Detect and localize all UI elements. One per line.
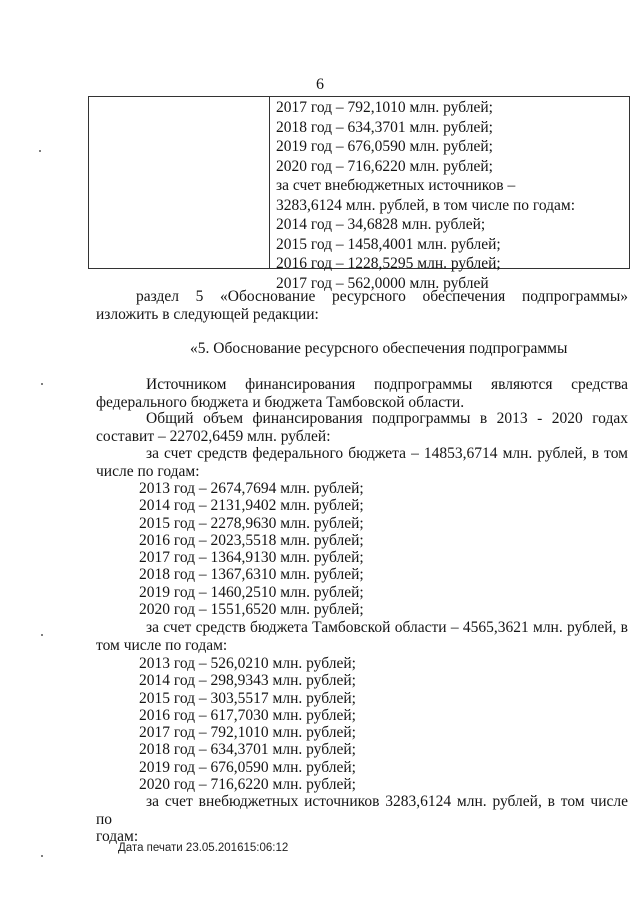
print-date-footer: Дата печати 23.05.201615:06:12 — [118, 842, 289, 854]
extrabudget-line-1: за счет внебюджетных источников 3283,6124 млн. рублей, в том числе по — [96, 793, 628, 828]
scan-speck — [39, 150, 41, 152]
list-item: 2013 год – 526,0210 млн. рублей; — [139, 655, 356, 672]
total-paragraph — [96, 410, 628, 445]
table-line: 2019 год – 676,0590 млн. рублей; — [276, 138, 493, 155]
list-item: 2015 год – 303,5517 млн. рублей; — [139, 689, 356, 707]
list-item: 2016 год – 2023,5518 млн. рублей; — [139, 531, 364, 549]
table-line: 2014 год – 34,6828 млн. рублей; — [276, 216, 486, 233]
table-line: за счет внебюджетных источников – — [276, 177, 516, 194]
list-item: 2014 год – 2131,9402 млн. рублей; — [139, 497, 364, 515]
regional-line-1: за счет средств бюджета Тамбовской области – 4565,3621 млн. рублей, в — [146, 619, 628, 636]
extrabudget-line-2: годам: — [96, 828, 139, 845]
list-item: 2014 год – 298,9343 млн. рублей; — [139, 672, 356, 690]
list-item: 2019 год – 1460,2510 млн. рублей; — [139, 583, 364, 601]
table-line: 2017 год – 562,0000 млн. рублей — [276, 274, 489, 292]
table-line: 2017 год – 792,1010 млн. рублей; — [276, 99, 493, 116]
federal-line-2: числе по годам: — [96, 462, 200, 480]
regional-years-list — [139, 655, 356, 793]
federal-years-list — [139, 480, 364, 618]
intro-line-1: раздел 5 «Обоснование ресурсного обеспечения подпрограммы» — [136, 288, 628, 305]
regional-line-2: том числе по годам: — [96, 636, 228, 654]
sources-paragraph — [96, 376, 628, 411]
list-item: 2013 год – 2674,7694 млн. рублей; — [139, 480, 364, 497]
sources-line-2: федерального бюджета и бюджета Тамбовской области. — [96, 393, 465, 411]
scan-speck — [41, 855, 43, 857]
list-item: 2019 год – 676,0590 млн. рублей; — [139, 758, 356, 776]
list-item: 2016 год – 617,7030 млн. рублей; — [139, 706, 356, 724]
intro-paragraph — [96, 288, 628, 323]
page-number: 6 — [316, 76, 324, 93]
table-left-cell — [89, 97, 270, 268]
table-line: 3283,6124 млн. рублей, в том числе по годам: — [276, 196, 576, 214]
table-line: 2015 год – 1458,4001 млн. рублей; — [276, 235, 501, 253]
list-item: 2017 год – 792,1010 млн. рублей; — [139, 724, 356, 742]
list-item: 2020 год – 716,6220 млн. рублей; — [139, 776, 356, 794]
section-heading: «5. Обоснование ресурсного обеспечения подпрограммы — [190, 340, 568, 357]
table-line: 2020 год – 716,6220 млн. рублей; — [276, 157, 493, 175]
table-right-cell — [276, 98, 625, 293]
list-item: 2020 год – 1551,6520 млн. рублей; — [139, 601, 364, 619]
sources-line-1: Источником финансирования подпрограммы являются средства — [146, 376, 628, 393]
total-line-1: Общий объем финансирования подпрограммы в 2013 - 2020 годах — [146, 410, 628, 427]
list-item: 2015 год – 2278,9630 млн. рублей; — [139, 514, 364, 532]
table-line: 2018 год – 634,3701 млн. рублей; — [276, 118, 493, 136]
total-line-2: составит – 22702,6459 млн. рублей: — [96, 427, 331, 445]
federal-line-1: за счет средств федерального бюджета – 14853,6714 млн. рублей, в том — [146, 445, 628, 462]
regional-paragraph — [96, 619, 628, 654]
intro-line-2: изложить в следующей редакции: — [96, 305, 319, 323]
list-item: 2018 год – 1367,6310 млн. рублей; — [139, 566, 364, 584]
extrabudget-paragraph — [96, 793, 628, 846]
federal-paragraph — [96, 445, 628, 480]
list-item: 2018 год – 634,3701 млн. рублей; — [139, 741, 356, 759]
scan-speck — [41, 634, 43, 636]
list-item: 2017 год – 1364,9130 млн. рублей; — [139, 549, 364, 567]
scan-speck — [41, 383, 43, 385]
funding-table — [88, 96, 630, 292]
table-line: 2016 год – 1228,5295 млн. рублей; — [276, 255, 501, 272]
